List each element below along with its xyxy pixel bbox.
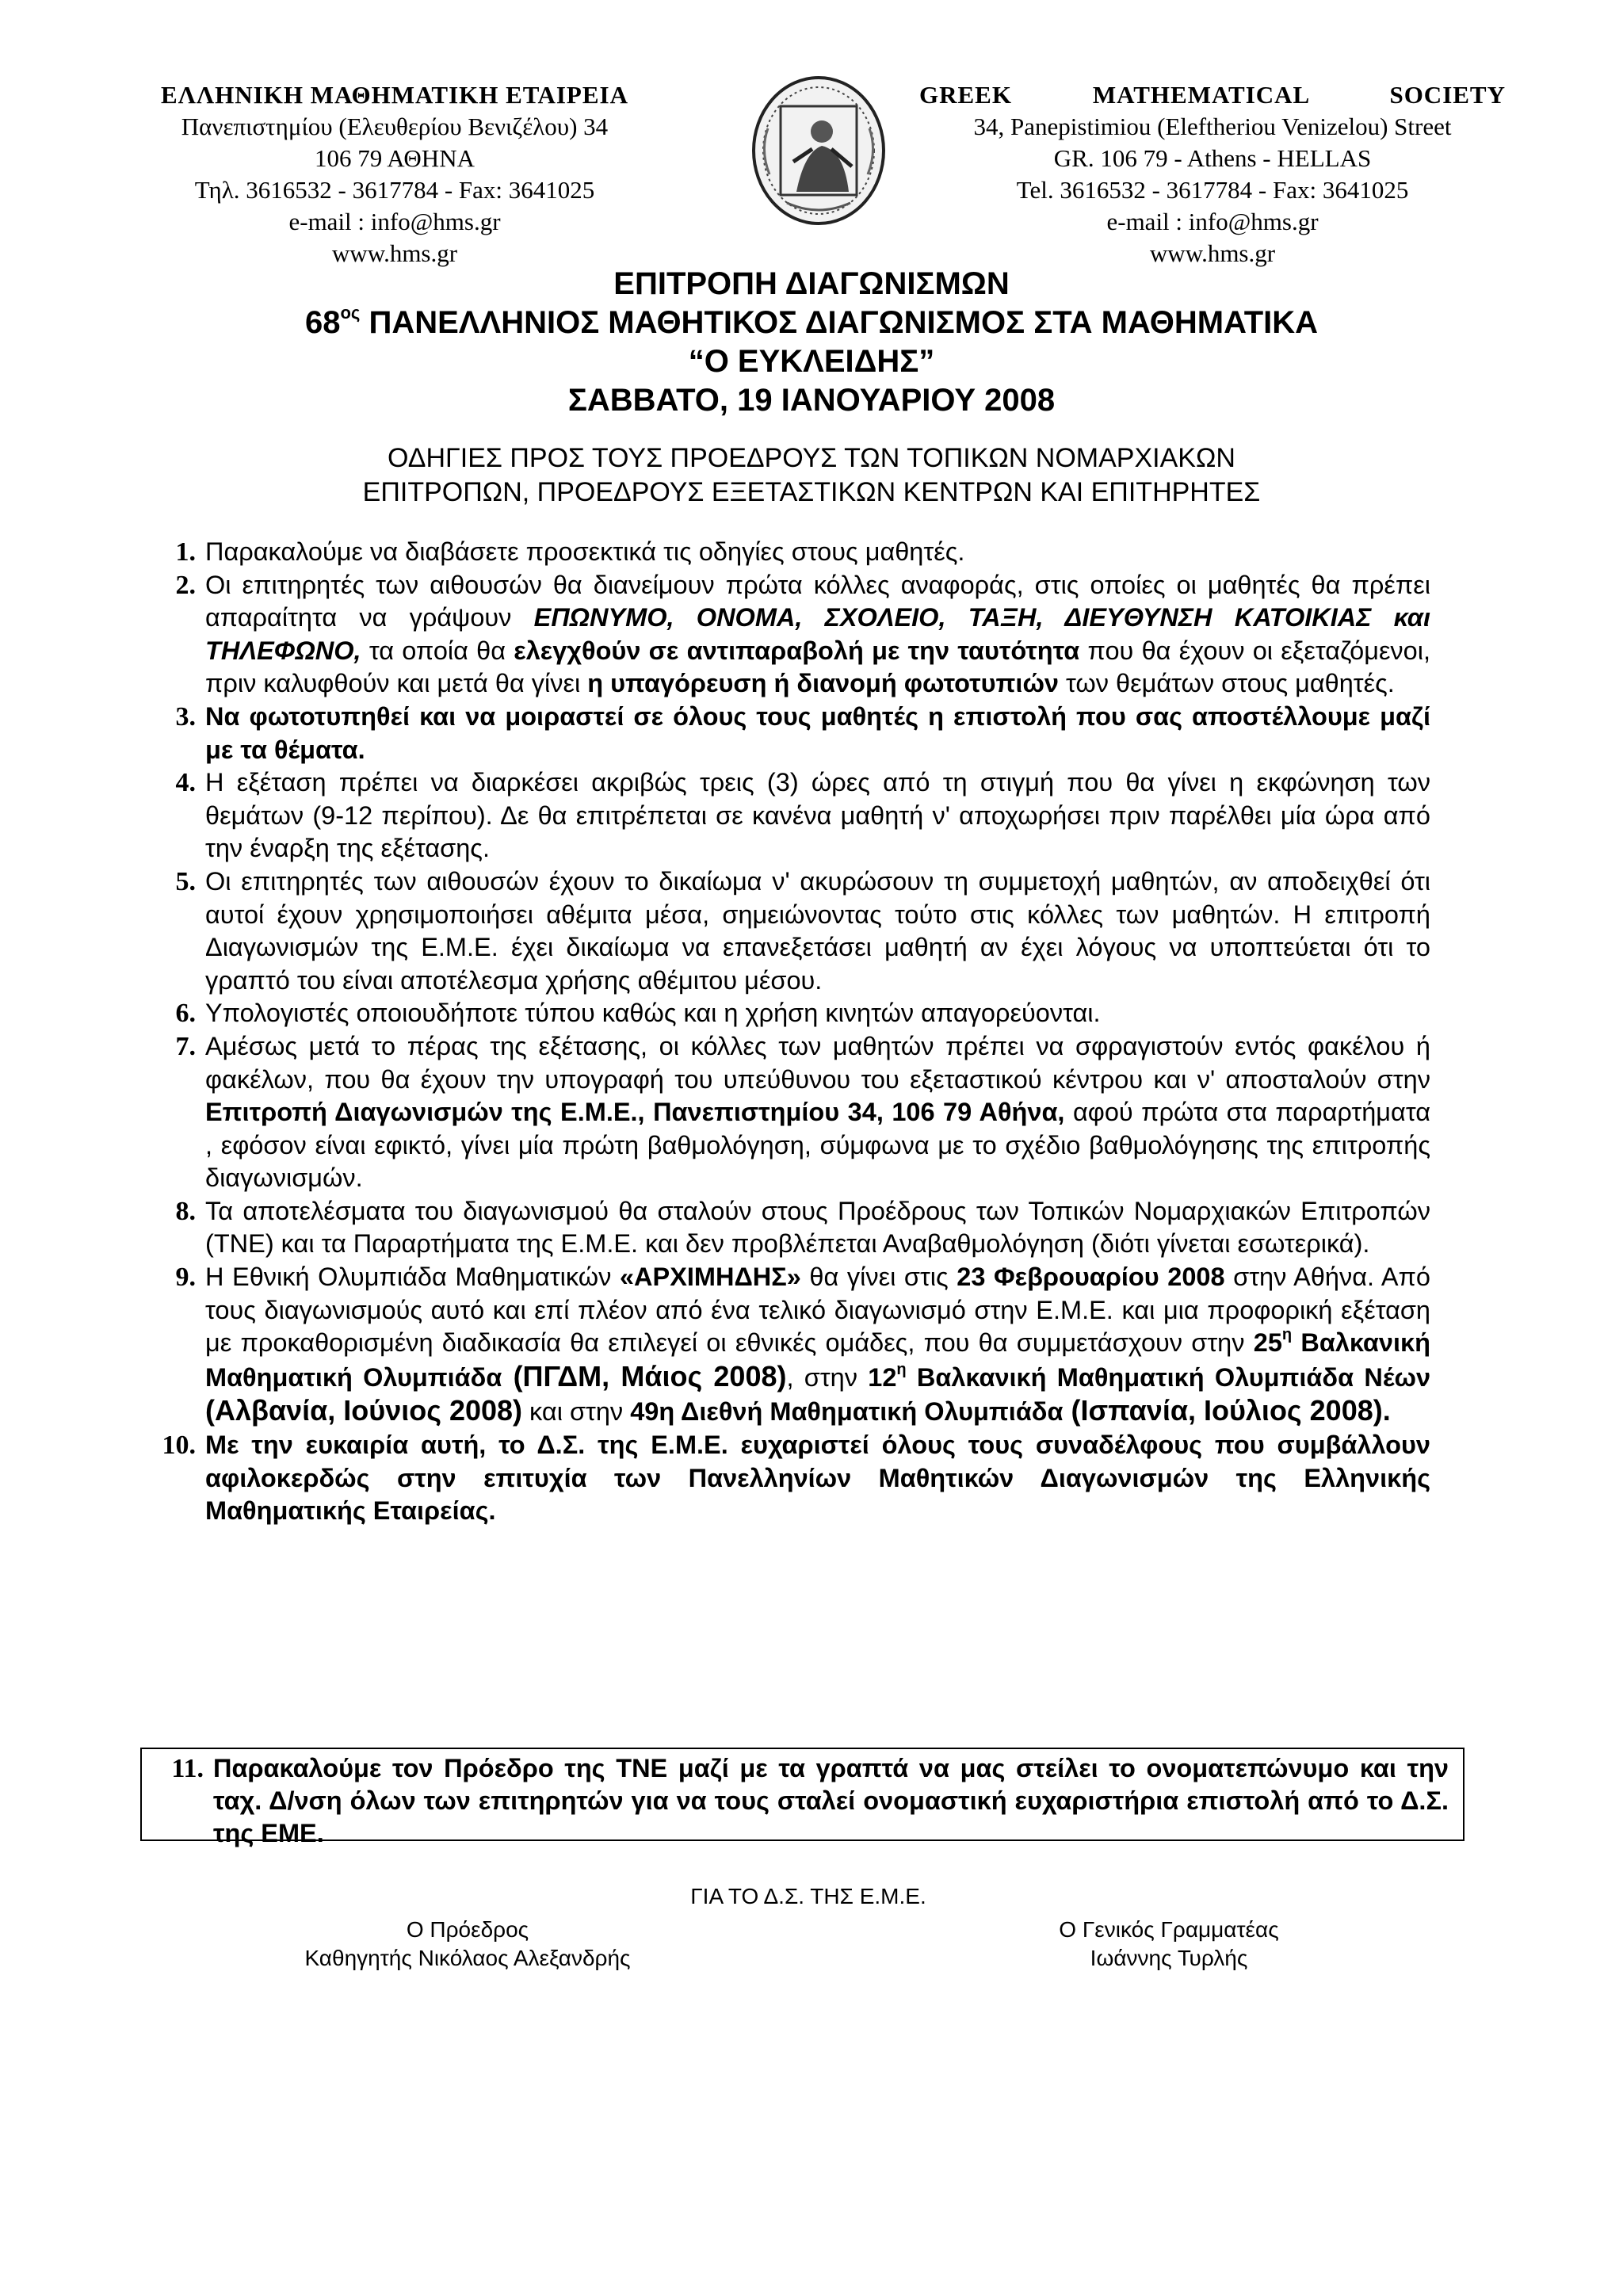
- website-greek: www.hms.gr: [331, 239, 458, 267]
- archimedes-date-emphasis: 23 Φεβρουαρίου 2008: [957, 1263, 1225, 1292]
- secretary-role: Ο Γενικός Γραμματέας: [1059, 1917, 1279, 1942]
- list-item-6: [147, 997, 1430, 1030]
- item-text-part: αφού πρώτα στα παραρτήματα , εφόσον είναι εφικτό, γίνει μία πρώτη βαθμολόγηση, σύμφωνα με το σχέδιο βαθμολόγησης της επιτροπής διαγωνισμών.: [205, 1098, 1430, 1193]
- bmo-ordinal-suffix: η: [1281, 1326, 1293, 1344]
- item-number: 4.: [175, 768, 196, 798]
- archimedes-emphasis: «ΑΡΧΙΜΗΔΗΣ»: [619, 1263, 801, 1292]
- phone-english: Tel. 3616532 - 3617784 - Fax: 3641025: [1016, 176, 1409, 204]
- phone-greek: Τηλ. 3616532 - 3617784 - Fax: 3641025: [194, 176, 595, 204]
- item-text-part: και στην: [522, 1397, 631, 1427]
- email-greek: e-mail : info@hms.gr: [288, 208, 501, 235]
- item-number: 3.: [175, 701, 196, 732]
- president-role: Ο Πρόεδρος: [406, 1917, 529, 1942]
- item-number: 8.: [175, 1196, 196, 1226]
- society-name-english: GREEK MATHEMATICAL SOCIETY: [919, 81, 1506, 109]
- item-number: 9.: [175, 1263, 196, 1293]
- list-item-2: [147, 569, 1430, 701]
- competition-name: ΠΑΝΕΛΛΗΝΙΟΣ ΜΑΘΗΤΙΚΟΣ ΔΙΑΓΩΝΙΣΜΟΣ ΣΤΑ ΜΑΘΗΜΑΤΙΚΑ: [360, 305, 1319, 340]
- item-text: [205, 536, 1430, 569]
- society-seal-logo: [749, 73, 888, 228]
- instructions-heading-line2: ΕΠΙΤΡΟΠΩΝ, ΠΡΟΕΔΡΟΥΣ ΕΞΕΤΑΣΤΙΚΩΝ ΚΕΝΤΡΩΝ ΚΑΙ ΕΠΙΤΗΡΗΤΕΣ: [362, 477, 1261, 507]
- list-item-5: [147, 865, 1430, 997]
- city-greek: 106 79 ΑΘΗΝΑ: [315, 144, 475, 172]
- item-text-part: των θεμάτων στους μαθητές.: [1058, 669, 1395, 698]
- item-text: Παρακαλούμε τον Πρόεδρο της ΤΝΕ μαζί με τα γραπτά να μας στείλει το ονοματεπώνυμο και την ταχ. Δ/νση όλων των επιτηρητών για να τους σταλεί ονομαστική ευχαριστήρια επιστολή από το Δ.Σ. της ΕΜΕ.: [213, 1754, 1449, 1847]
- item-text: Η εξέταση πρέπει να διαρκέσει ακριβώς τρεις (3) ώρες από τη στιγμή που θα γίνει η εκφώνηση των θεμάτων (9-12 περίπου). Δε θα επιτρέπεται σε κανένα μαθητή ν' αποχωρήσει πριν παρέλθει μία ώρα από την έναρξη της εξέτασης.: [205, 768, 1430, 863]
- address-english: 34, Panepistimiou (Eleftheriou Venizelou) Street: [973, 113, 1452, 140]
- for-the-board-label: ΓΙΑ ΤΟ Δ.Σ. ΤΗΣ Ε.Μ.Ε.: [690, 1884, 926, 1908]
- president-name: Καθηγητής Νικόλαος Αλεξανδρής: [304, 1946, 631, 1970]
- item-text: Με την ευκαιρία αυτή, το Δ.Σ. της Ε.Μ.Ε. ευχαριστεί όλους τους συναδέλφους που συμβάλλουν αφιλοκερδώς στην επιτυχία των Πανελληνίων Μαθητικών Διαγωνισμών της Ελληνικής Μαθηματικής Εταιρείας.: [205, 1431, 1430, 1526]
- instructions-heading: [158, 441, 1465, 510]
- list-item-11: [148, 1752, 1449, 1850]
- website-english: www.hms.gr: [1149, 239, 1276, 267]
- id-check-emphasis: ελεγχθούν σε αντιπαραβολή με την ταυτότητα: [514, 636, 1080, 665]
- item-text-part: τα οποία θα: [361, 636, 514, 665]
- letterhead-greek: [101, 79, 688, 269]
- letterhead-english: [919, 79, 1506, 269]
- item-number: 2.: [175, 570, 196, 600]
- dictation-emphasis: η υπαγόρευση ή διανομή φωτοτυπιών: [587, 669, 1059, 698]
- competition-number: 68: [304, 305, 341, 340]
- competition-number-suffix: ος: [340, 302, 361, 323]
- president-signature: [254, 1916, 682, 1973]
- competition-date: ΣΑΒΒΑΤΟ, 19 ΙΑΝΟΥΑΡΙΟΥ 2008: [567, 383, 1056, 418]
- bmo-ordinal: 25: [1253, 1328, 1282, 1358]
- bmo-location: (ΠΓΔΜ, Μάιος 2008): [502, 1359, 787, 1392]
- item-number: 1.: [175, 537, 196, 567]
- city-english: GR. 106 79 - Athens - HELLAS: [1053, 144, 1372, 172]
- item-number: 11.: [171, 1754, 204, 1783]
- address-greek: Πανεπιστημίου (Ελευθερίου Βενιζέλου) 34: [181, 113, 609, 140]
- list-item-4: [147, 766, 1430, 865]
- boxed-notice: [140, 1748, 1465, 1847]
- imo-name: 49η Διεθνή Μαθηματική Ολυμπιάδα: [630, 1397, 1064, 1427]
- item-text-part: Παρακαλούμε να διαβάσετε προσεκτικά τις οδηγίες στους μαθητές.: [205, 537, 965, 566]
- list-item-9: [147, 1261, 1430, 1429]
- item-text: Υπολογιστές οποιουδήποτε τύπου καθώς και η χρήση κινητών απαγορεύονται.: [205, 999, 1101, 1028]
- item-text: Να φωτοτυπηθεί και να μοιραστεί σε όλους τους μαθητές η επιστολή που σας αποστέλλουμε μαζί με τα θέματα.: [205, 701, 1430, 764]
- item-number: 5.: [175, 866, 196, 896]
- list-item-1: [147, 536, 1430, 569]
- list-item-7: [147, 1030, 1430, 1195]
- item-text-part: στην Αθήνα. Από τους διαγωνισμούς αυτό και επί πλέον από ένα τελικό διαγωνισμό στην Ε.Μ.Ε. και μια προφορική εξέταση με προκαθορισμένη διαδικασία θα επιλεγεί οι εθνικές ομάδες, που θα συμμετάσχουν στην: [205, 1263, 1431, 1358]
- item-text-part: , στην: [786, 1362, 869, 1392]
- committee-title: ΕΠΙΤΡΟΠΗ ΔΙΑΓΩΝΙΣΜΩΝ: [613, 266, 1010, 301]
- competition-subtitle: “Ο ΕΥΚΛΕΙΔΗΣ”: [688, 344, 935, 379]
- email-english: e-mail : info@hms.gr: [1106, 208, 1319, 235]
- item-text-part: Οι επιτηρητές των αιθουσών θα διανείμουν πρώτα κόλλες αναφοράς, στις οποίες οι μαθητές θα πρέπει απαραίτητα να γράψουν: [205, 570, 1430, 632]
- item-text-part: Η Εθνική Ολυμπιάδα Μαθηματικών: [205, 1263, 620, 1292]
- competition-title: [158, 304, 1465, 342]
- item-text: [205, 1261, 1430, 1429]
- item-text: Οι επιτηρητές των αιθουσών έχουν το δικαίωμα ν' ακυρώσουν τη συμμετοχή μαθητών, αν αποδειχθεί ότι αυτοί έχουν χρησιμοποιήσει αθέμιτα μέσα, σημειώνοντας τούτο στις κόλλες των μαθητών. Η επιτροπή Διαγωνισμών της Ε.Μ.Ε. έχει δικαίωμα να επανεξετάσει μαθητή αν έχει λόγους να υποπτεύεται ότι το γραπτό του είναι αποτέλεσμα χρήσης αθέμιτου μέσου.: [205, 866, 1430, 995]
- secretary-signature: [955, 1916, 1383, 1973]
- instructions-list: [147, 536, 1430, 1528]
- mailing-address-emphasis: Επιτροπή Διαγωνισμών της Ε.Μ.Ε., Πανεπιστημίου 34, 106 79 Αθήνα,: [205, 1098, 1065, 1127]
- item-text-part: Αμέσως μετά το πέρας της εξέτασης, οι κόλλες των μαθητών πρέπει να σφραγιστούν εντός φακέλου ή φακέλων, που θα έχουν την υπογραφή του υπεύθυνου του εξεταστικού κέντρου και ν' αποσταλούν στην: [205, 1031, 1430, 1094]
- list-item-3: [147, 701, 1430, 766]
- jbmo-ordinal: 12: [868, 1362, 897, 1392]
- item-number: 6.: [175, 999, 196, 1029]
- item-text-part: που θα έχουν οι εξεταζόμενοι, πριν καλυφθούν και μετά θα γίνει: [205, 636, 1431, 698]
- required-fields-emphasis: ΕΠΩΝΥΜΟ, ΟΝΟΜΑ, ΣΧΟΛΕΙΟ, ΤΑΞΗ, ΔΙΕΥΘΥΝΣΗ ΚΑΤΟΙΚΙΑΣ και ΤΗΛΕΦΩΝΟ,: [205, 603, 1430, 665]
- jbmo-ordinal-suffix: η: [896, 1361, 907, 1379]
- list-item-10: [147, 1429, 1430, 1528]
- list-item-8: [147, 1195, 1430, 1261]
- title-block: [158, 265, 1465, 420]
- item-text: [205, 1030, 1430, 1195]
- society-name-greek: ΕΛΛΗΝΙΚΗ ΜΑΘΗΜΑΤΙΚΗ ΕΤΑΙΡΕΙΑ: [161, 81, 628, 109]
- item-number: 10.: [162, 1431, 196, 1461]
- instructions-heading-line1: ΟΔΗΓΙΕΣ ΠΡΟΣ ΤΟΥΣ ΠΡΟΕΔΡΟΥΣ ΤΩΝ ΤΟΠΙΚΩΝ ΝΟΜΑΡΧΙΑΚΩΝ: [388, 443, 1235, 473]
- item-text: Τα αποτελέσματα του διαγωνισμού θα σταλούν στους Προέδρους των Τοπικών Νομαρχιακών Επιτροπών (ΤΝΕ) και τα Παραρτήματα της Ε.Μ.Ε. και δεν προβλέπεται Αναβαθμολόγηση (διότι γίνεται εσωτερικά).: [205, 1196, 1430, 1259]
- jbmo-name: Βαλκανική Μαθηματική Ολυμπιάδα Νέων: [906, 1362, 1431, 1392]
- bmo-name: Βαλκανική Μαθηματική Ολυμπιάδα: [205, 1328, 1430, 1392]
- jbmo-location: (Αλβανία, Ιούνιος 2008): [205, 1394, 523, 1427]
- item-text: [205, 569, 1430, 701]
- imo-location: (Ισπανία, Ιούλιος 2008).: [1063, 1394, 1391, 1427]
- item-number: 7.: [175, 1031, 196, 1061]
- item-text-part: θα γίνει στις: [800, 1263, 957, 1292]
- secretary-name: Ιωάννης Τυρλής: [1090, 1946, 1248, 1970]
